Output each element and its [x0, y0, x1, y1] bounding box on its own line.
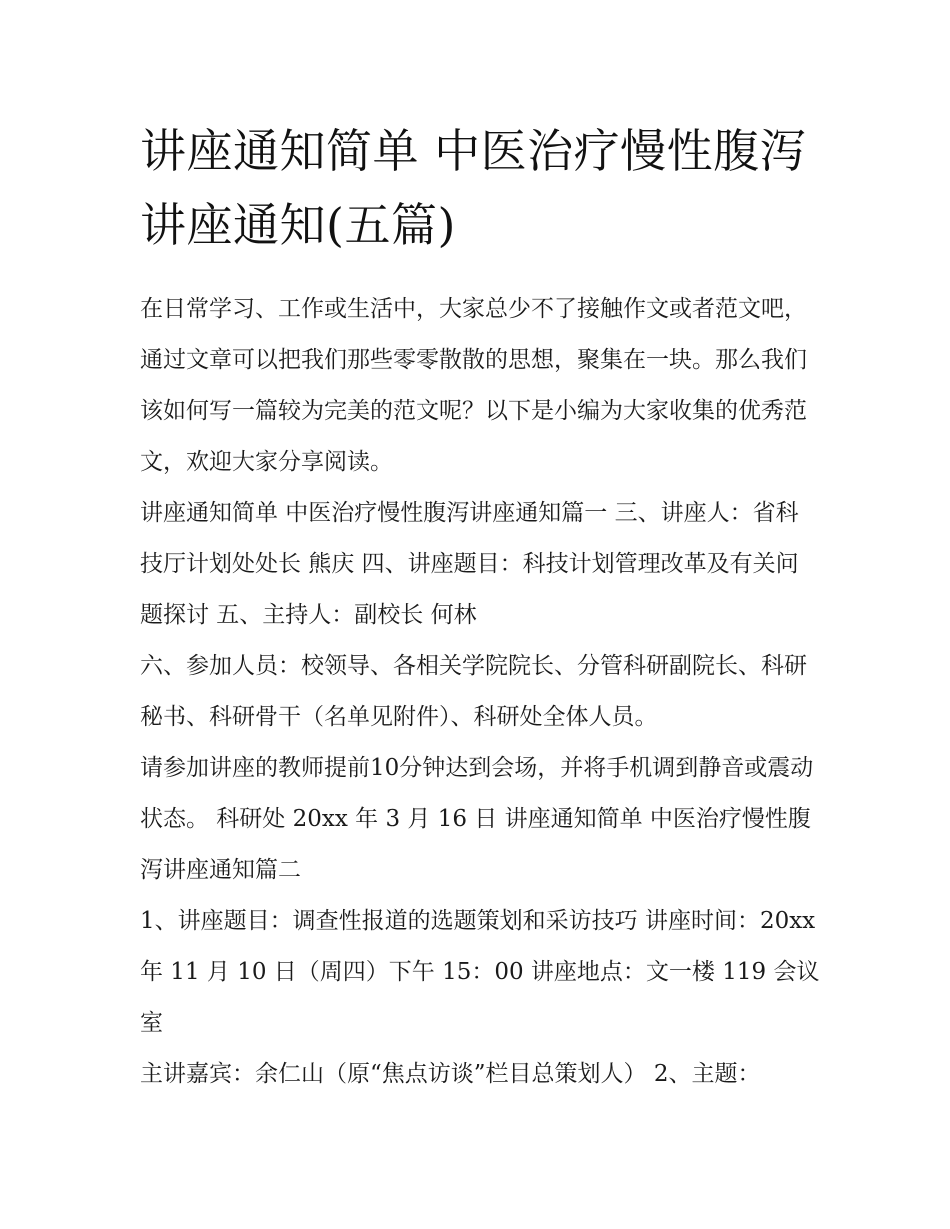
- paragraph-reminder: 请参加讲座的教师提前10分钟达到会场，并将手机调到静音或震动状态。 科研处 20xx 年 3 月 16 日 讲座通知简单 中医治疗慢性腹泻讲座通知篇二: [140, 755, 814, 883]
- paragraph-notice-one: 讲座通知简单 中医治疗慢性腹泻讲座通知篇一 三、讲座人：省科技厅计划处处长 熊庆 四、讲座题目：科技计划管理改革及有关问题探讨 五、主持人：副校长 何林: [140, 500, 799, 628]
- paragraph-participants: 六、参加人员：校领导、各相关学院院长、分管科研副院长、科研秘书、科研骨干（名单见附件）、科研处全体人员。: [140, 653, 807, 730]
- document-body: [140, 284, 820, 1100]
- document-title: 讲座通知简单 中医治疗慢性腹泻讲座通知(五篇): [140, 124, 807, 252]
- document-content: [140, 114, 820, 1100]
- paragraph-intro: 在日常学习、工作或生活中，大家总少不了接触作文或者范文吧，通过文章可以把我们那些零零散散的思想，聚集在一块。那么我们该如何写一篇较为完美的范文呢？以下是小编为大家收集的优秀范文，欢迎大家分享阅读。: [140, 296, 807, 475]
- paragraph-guest-speaker: 主讲嘉宾：余仁山（原“焦点访谈”栏目总策划人） 2、主题：: [140, 1061, 761, 1087]
- paragraph-lecture-topic: 1、讲座题目：调查性报道的选题策划和采访技巧 讲座时间：20xx 年 11 月 10 日（周四）下午 15：00 讲座地点：文一楼 119 会议室: [140, 908, 820, 1036]
